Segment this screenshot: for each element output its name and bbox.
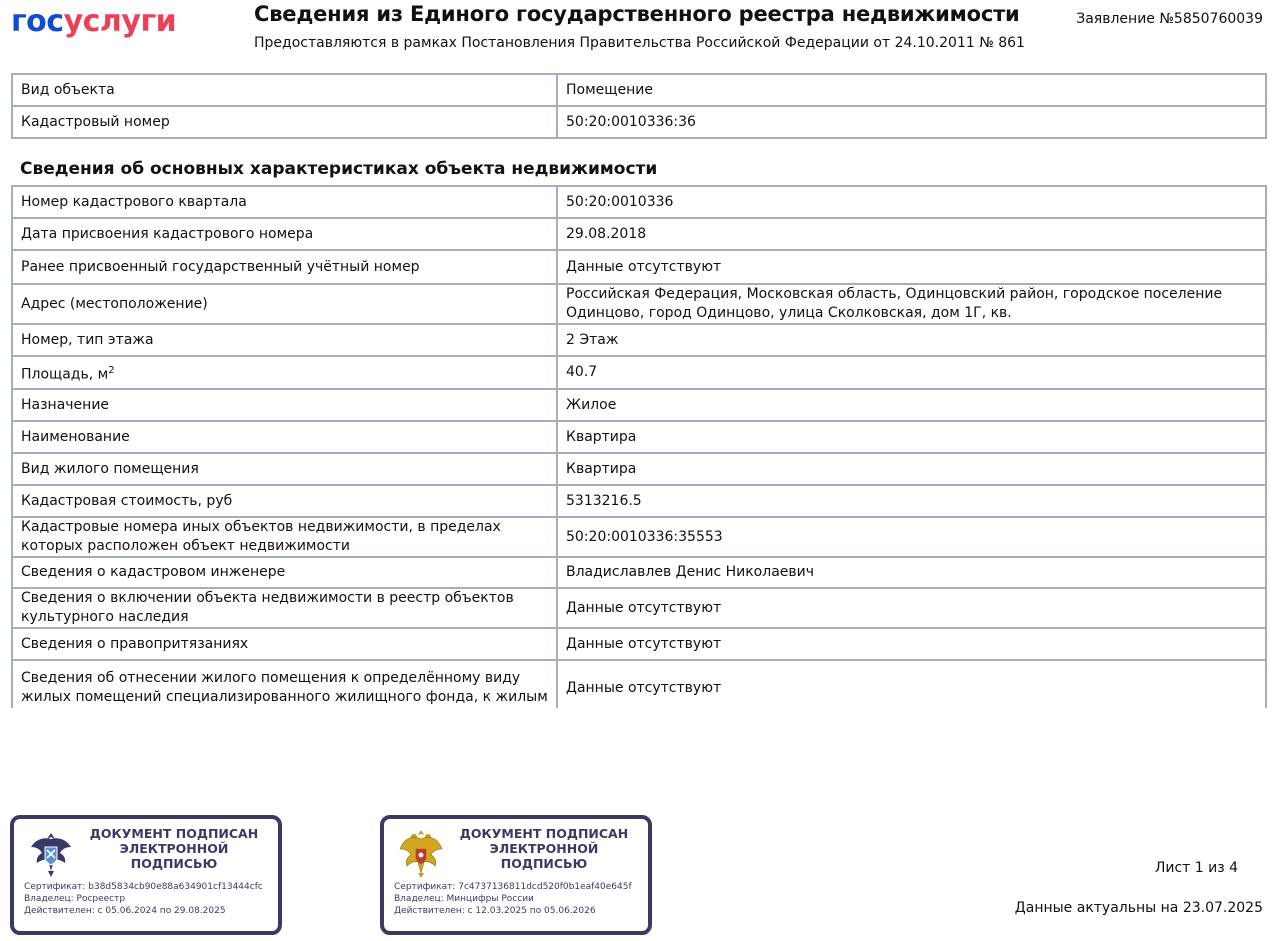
stamp-heading-line: ДОКУМЕНТ ПОДПИСАН (459, 826, 629, 841)
stamp-owner: Владелец: Росреестр (24, 894, 126, 904)
row-value: Владиславлев Денис Николаевич (557, 557, 1266, 588)
row-label: Сведения о включении объекта недвижимости в реестр объектов культурного наследия (12, 588, 557, 628)
table-row (12, 250, 1266, 284)
signature-stamp-mincifry (380, 815, 652, 935)
page-number: Лист 1 из 4 (1154, 860, 1238, 876)
row-value: 50:20:0010336 (557, 186, 1266, 218)
row-value: Российская Федерация, Московская область, Одинцовский район, городское поселение Одинцово, город Одинцово, улица Сколковская, дом 1Г, кв. (557, 284, 1266, 324)
table-row (12, 186, 1266, 218)
area-unit-superscript: 2 (108, 364, 115, 376)
stamp-heading-line: ПОДПИСЬЮ (130, 856, 218, 871)
row-value: 50:20:0010336:35553 (557, 517, 1266, 557)
table-row (12, 557, 1266, 588)
table-row (12, 324, 1266, 356)
stamp-owner: Владелец: Минцифры России (394, 894, 534, 904)
table-row (12, 421, 1266, 453)
data-actual-date: Данные актуальны на 23.07.2025 (1014, 900, 1263, 916)
table-row (12, 517, 1266, 557)
table-row (12, 485, 1266, 517)
row-value: Квартира (557, 421, 1266, 453)
row-value: 5313216.5 (557, 485, 1266, 517)
row-value: Помещение (557, 74, 1266, 106)
object-table (11, 73, 1267, 139)
row-label: Кадастровый номер (12, 106, 557, 138)
row-value: 2 Этаж (557, 324, 1266, 356)
document-title: Сведения из Единого государственного реестра недвижимости (254, 2, 1020, 26)
stamp-heading-line: ПОДПИСЬЮ (500, 856, 588, 871)
row-label (12, 356, 557, 389)
rosreestr-eagle-icon (28, 827, 74, 879)
row-label: Назначение (12, 389, 557, 421)
table-row (12, 628, 1266, 660)
stamp-validity: Действителен: с 05.06.2024 по 29.08.2025 (24, 906, 226, 916)
row-value: Данные отсутствуют (557, 250, 1266, 284)
row-label: Номер кадастрового квартала (12, 186, 557, 218)
row-label: Вид жилого помещения (12, 453, 557, 485)
stamp-meta (24, 881, 263, 917)
row-label: Сведения о правопритязаниях (12, 628, 557, 660)
stamp-certificate: Сертификат: b38d5834cb90e88a634901cf13444cfc (24, 882, 263, 892)
application-number: Заявление №5850760039 (1076, 11, 1263, 27)
row-value: 40.7 (557, 356, 1266, 389)
row-label: Наименование (12, 421, 557, 453)
gold-eagle-icon (398, 827, 444, 879)
logo-part-gos: гос (11, 4, 64, 39)
row-label: Ранее присвоенный государственный учётный номер (12, 250, 557, 284)
table-row (12, 356, 1266, 389)
table-row (12, 588, 1266, 628)
stamp-validity: Действителен: с 12.03.2025 по 05.06.2026 (394, 906, 596, 916)
table-row (12, 106, 1266, 138)
area-label: Площадь, м (21, 366, 109, 383)
table-row (12, 389, 1266, 421)
table-row (12, 284, 1266, 324)
section-title: Сведения об основных характеристиках объекта недвижимости (20, 159, 658, 179)
row-value: Данные отсутствуют (557, 660, 1266, 708)
characteristics-table (11, 185, 1267, 708)
table-row (12, 218, 1266, 250)
row-value: Данные отсутствуют (557, 628, 1266, 660)
row-label: Кадастровая стоимость, руб (12, 485, 557, 517)
stamp-meta (394, 881, 632, 917)
row-label: Кадастровые номера иных объектов недвижимости, в пределах которых расположен объект недвижимости (12, 517, 557, 557)
row-label: Вид объекта (12, 74, 557, 106)
row-label: Сведения об отнесении жилого помещения к определённому виду жилых помещений специализированного жилищного фонда, к жилым (12, 660, 557, 708)
logo-part-uslugi: услуги (63, 4, 177, 39)
table-row (12, 453, 1266, 485)
document-subtitle: Предоставляются в рамках Постановления Правительства Российской Федерации от 24.10.2011 № 861 (254, 35, 1025, 51)
row-label: Дата присвоения кадастрового номера (12, 218, 557, 250)
row-value: Квартира (557, 453, 1266, 485)
stamp-heading (84, 826, 264, 871)
row-value: 50:20:0010336:36 (557, 106, 1266, 138)
row-label: Сведения о кадастровом инженере (12, 557, 557, 588)
stamp-heading-line: ЭЛЕКТРОННОЙ (489, 841, 599, 856)
row-value: 29.08.2018 (557, 218, 1266, 250)
signature-stamp-rosreestr (10, 815, 282, 935)
table-row (12, 660, 1266, 708)
stamp-certificate: Сертификат: 7c4737136811dcd520f0b1eaf40e645f (394, 882, 632, 892)
table-row (12, 74, 1266, 106)
row-value: Данные отсутствуют (557, 588, 1266, 628)
stamp-heading-line: ЭЛЕКТРОННОЙ (119, 841, 229, 856)
row-value: Жилое (557, 389, 1266, 421)
stamp-heading-line: ДОКУМЕНТ ПОДПИСАН (89, 826, 259, 841)
stamp-heading (454, 826, 634, 871)
row-label: Номер, тип этажа (12, 324, 557, 356)
row-label: Адрес (местоположение) (12, 284, 557, 324)
